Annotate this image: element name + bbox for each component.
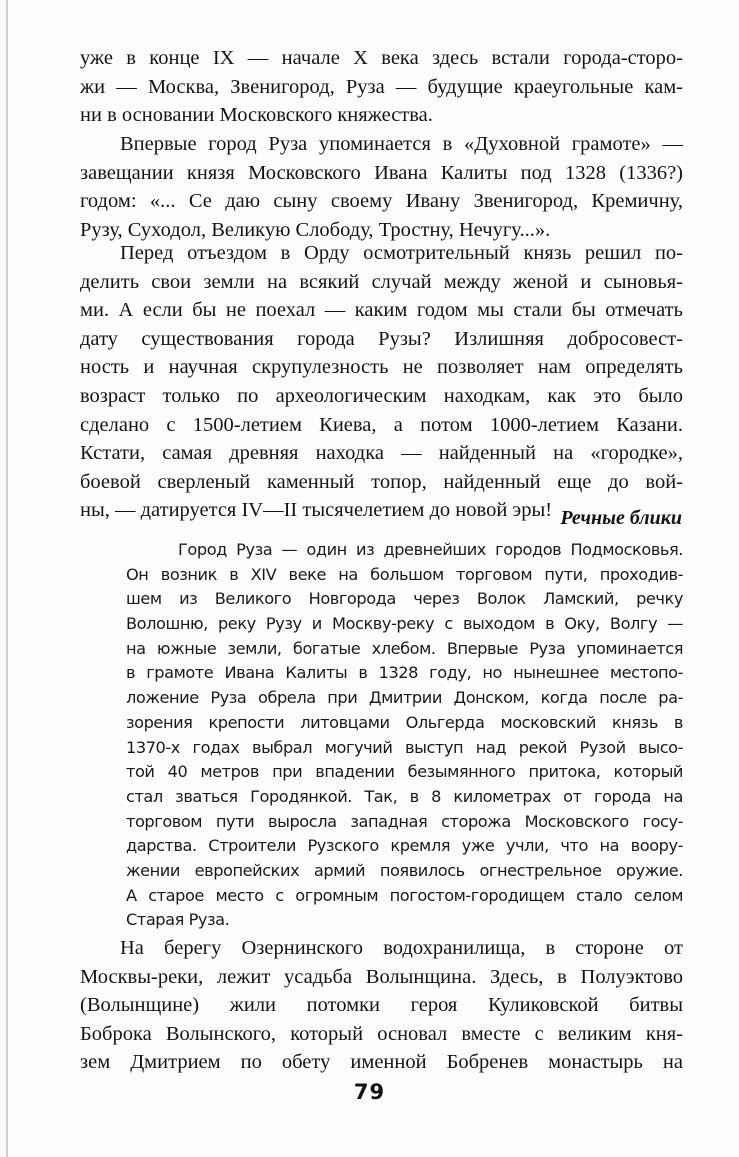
paragraph-gramota (80, 130, 683, 244)
text-line: ность и научная скрупулезность не позволяет нам определять (80, 356, 683, 379)
text-line: Впервые город Руза упоминается в «Духовной грамоте» — (120, 133, 683, 155)
text-line: Старая Руза. (126, 910, 230, 930)
text-line: в грамоте Ивана Калиты в 1328 году, но нынешнее местопо- (126, 663, 683, 683)
text-line: жи — Москва, Звенигород, Руза — будущие краеугольные кам- (80, 75, 683, 98)
text-line: возраст только по археологическим находкам, как это было (80, 384, 683, 407)
text-line: сделано с 1500-летием Киева, а потом 1000-летием Казани. (80, 413, 683, 436)
text-line: дарства. Строители Рузского кремля уже учли, что на воору- (126, 836, 683, 856)
text-line: ми. А если бы не поехал — каким годом мы стали бы отмечать (80, 299, 683, 322)
text-line: жении европейских армий появилось огнестрельное оружие. (126, 860, 683, 880)
text-line: завещании князя Московского Ивана Калиты под 1328 (1336?) (80, 161, 683, 184)
paragraph-volynshchina (80, 934, 683, 1077)
section-heading: Речные блики (560, 507, 682, 529)
paragraph-orda (80, 239, 683, 525)
text-line: Он возник в XIV веке на большом торговом пути, проходив- (126, 564, 683, 584)
text-line: Рузу, Суходол, Великую Слободу, Тростну, Нечугу...». (80, 218, 551, 241)
text-line: ны, — датируется IV—II тысячелетием до новой эры! (80, 499, 553, 522)
text-line: стал зваться Городянкой. Так, в 8 километрах от города на (126, 786, 683, 806)
text-line: шем из Великого Новгорода через Волок Ламский, речку (126, 589, 683, 609)
text-line: Перед отъездом в Орду осмотрительный князь решил по- (120, 242, 683, 264)
text-line: Москвы-реки, лежит усадьба Волынщина. Здесь, в Полуэктово (80, 965, 683, 988)
text-line: зем Дмитрием по обету именной Бобренев монастырь на (80, 1051, 683, 1074)
text-line: зорения крепости литовцами Ольгерда московский князь в (126, 712, 683, 732)
text-line: на южные земли, богатые хлебом. Впервые Руза упоминается (126, 638, 683, 658)
text-line: А старое место с огромным погостом-городищем стало селом (126, 885, 683, 905)
text-line: боевой сверленый каменный топор, найденный еще до вой- (80, 470, 683, 493)
text-line: Город Руза — один из древнейших городов Подмосковья. (178, 540, 683, 559)
text-line: делить свои земли на всякий случай между женой и сыновья- (80, 270, 683, 293)
page-number: 79 (353, 1080, 386, 1104)
text-line: уже в конце IX — начале X века здесь встали города-сторо- (80, 47, 683, 69)
text-line: Волошню, реку Рузу и Москву-реку с выходом в Оку, Волгу — (126, 614, 683, 634)
text-line: дату существования города Рузы? Излишняя добросовест- (80, 327, 683, 350)
text-line: Кстати, самая древняя находка — найденный на «городке», (80, 442, 683, 465)
text-line: (Волынщине) жили потомки героя Куликовской битвы (80, 994, 683, 1017)
text-line: ложение Руза обрела при Дмитрии Донском, когда после ра- (126, 688, 683, 708)
text-line: той 40 метров при впадении безымянного притока, который (126, 762, 683, 782)
paragraph-continued (80, 44, 683, 130)
text-line: ни в основании Московского княжества. (80, 104, 433, 127)
text-line: годом: «... Се даю сыну своему Ивану Звенигород, Кремичну, (80, 190, 683, 213)
text-line: 1370-х годах выбрал могучий выступ над рекой Рузой высо- (126, 737, 683, 757)
text-line: Боброка Волынского, который основал вместе с великим кня- (80, 1022, 683, 1045)
page-edge-shadow (6, 0, 8, 1157)
inset-paragraph (126, 538, 683, 933)
text-line: На берегу Озернинского водохранилища, в стороне от (120, 937, 683, 959)
text-line: торговом пути выросла западная сторожа Московского госу- (126, 811, 683, 831)
